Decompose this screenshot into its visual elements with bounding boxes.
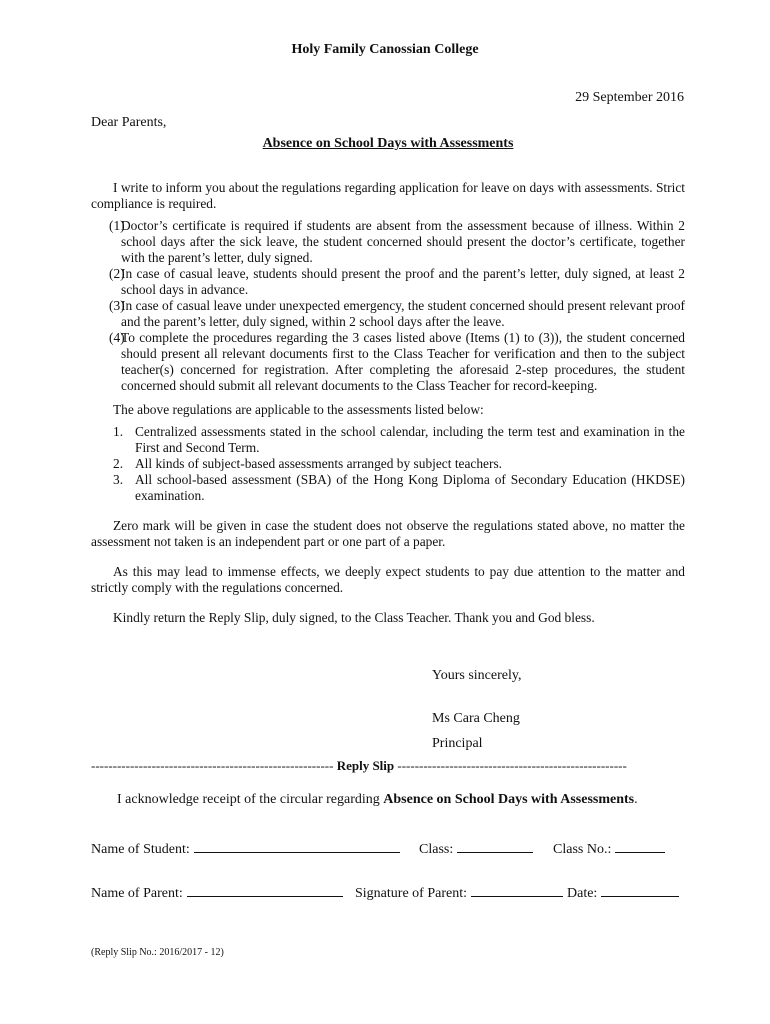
letter-date: 29 September 2016 bbox=[575, 90, 684, 105]
procedure-text: In case of casual leave, students should present the proof and the parent’s letter, duly signed, at least 2 school days in advance. bbox=[121, 266, 685, 297]
divider-dashes-right: ----------------------------------------------------- bbox=[397, 758, 627, 773]
assessment-item bbox=[91, 424, 685, 456]
class-label: Class: bbox=[419, 842, 454, 857]
applicable-intro: The above regulations are applicable to the assessments listed below: bbox=[113, 402, 484, 417]
assessment-number: 3. bbox=[113, 472, 124, 487]
signature-field[interactable] bbox=[355, 882, 563, 902]
class-no-blank[interactable] bbox=[615, 838, 665, 853]
letter-body bbox=[91, 180, 685, 626]
assessment-number: 2. bbox=[113, 456, 124, 471]
class-no-label: Class No.: bbox=[553, 842, 612, 857]
ack-prefix: I acknowledge receipt of the circular regarding bbox=[117, 792, 384, 807]
parent-name-field[interactable] bbox=[91, 882, 343, 902]
intro-paragraph: I write to inform you about the regulations regarding application for leave on days with assessments. Strict compliance is required. bbox=[91, 180, 685, 211]
parent-name-blank[interactable] bbox=[187, 882, 343, 897]
ack-subject: Absence on School Days with Assessments bbox=[383, 792, 635, 807]
procedure-number: (4) bbox=[109, 330, 125, 345]
procedure-text: Doctor’s certificate is required if students are absent from the assessment because of illness. Within 2 school days after the sick leave, the student concerned should present the doctor’s certificate, together with the parent’s letter, duly signed. bbox=[121, 218, 685, 265]
procedure-item bbox=[91, 266, 685, 298]
procedure-number: (3) bbox=[109, 298, 125, 313]
letter-subject: Absence on School Days with Assessments bbox=[262, 136, 514, 151]
assessment-number: 1. bbox=[113, 424, 124, 439]
procedure-item bbox=[91, 218, 685, 266]
acknowledgement bbox=[117, 792, 638, 808]
assessment-text: All school-based assessment (SBA) of the Hong Kong Diploma of Secondary Education (HKDSE) examination. bbox=[135, 472, 685, 503]
assessment-list bbox=[91, 424, 685, 504]
reply-slip-reference: (Reply Slip No.: 2016/2017 - 12) bbox=[91, 947, 224, 958]
return-paragraph: Kindly return the Reply Slip, duly signed, to the Class Teacher. Thank you and God bless. bbox=[113, 610, 595, 625]
student-name-label: Name of Student: bbox=[91, 842, 190, 857]
date-field[interactable] bbox=[567, 882, 679, 902]
school-name: Holy Family Canossian College bbox=[291, 42, 479, 57]
procedure-number: (1) bbox=[109, 218, 125, 233]
reply-slip-label: Reply Slip bbox=[336, 758, 395, 773]
effects-paragraph: As this may lead to immense effects, we deeply expect students to pay due attention to the matter and strictly comply with the regulations concerned. bbox=[91, 564, 685, 595]
signature-blank[interactable] bbox=[471, 882, 563, 897]
zero-mark-paragraph: Zero mark will be given in case the student does not observe the regulations stated above, no matter the assessment not taken is an independent part or one part of a paper. bbox=[91, 518, 685, 549]
class-field[interactable] bbox=[419, 838, 533, 858]
date-label: Date: bbox=[567, 886, 598, 901]
procedure-list bbox=[91, 218, 685, 394]
procedure-number: (2) bbox=[109, 266, 125, 281]
assessment-text: All kinds of subject-based assessments arranged by subject teachers. bbox=[135, 456, 503, 471]
signatory-title: Principal bbox=[432, 736, 483, 751]
assessment-item bbox=[91, 472, 685, 504]
signatory-name: Ms Cara Cheng bbox=[432, 711, 520, 726]
procedure-text: In case of casual leave under unexpected emergency, the student concerned should present relevant proof and the parent’s letter, duly signed, within 2 school days after the leave. bbox=[121, 298, 685, 329]
date-blank[interactable] bbox=[601, 882, 679, 897]
closing: Yours sincerely, bbox=[432, 668, 522, 683]
signature-label: Signature of Parent: bbox=[355, 886, 467, 901]
procedure-text: To complete the procedures regarding the 3 cases listed above (Items (1) to (3)), the student concerned should present all relevant documents first to the Class Teacher for verification and then to the subject teacher(s) concerned for registration. After completing the aforesaid 2-step procedures, the student concerned should submit all relevant documents to the Class Teacher for record-keeping. bbox=[121, 330, 685, 393]
reply-slip-divider bbox=[91, 758, 687, 774]
divider-dashes-left: -------------------------------------------------------- bbox=[91, 758, 334, 773]
student-name-field[interactable] bbox=[91, 838, 400, 858]
procedure-item bbox=[91, 330, 685, 394]
assessment-text: Centralized assessments stated in the school calendar, including the term test and examination in the First and Second Term. bbox=[135, 424, 685, 455]
class-blank[interactable] bbox=[457, 838, 533, 853]
procedure-item bbox=[91, 298, 685, 330]
assessment-item bbox=[91, 456, 685, 472]
student-name-blank[interactable] bbox=[194, 838, 400, 853]
parent-name-label: Name of Parent: bbox=[91, 886, 183, 901]
ack-suffix: . bbox=[634, 792, 638, 807]
salutation: Dear Parents, bbox=[91, 115, 167, 130]
class-no-field[interactable] bbox=[553, 838, 665, 858]
